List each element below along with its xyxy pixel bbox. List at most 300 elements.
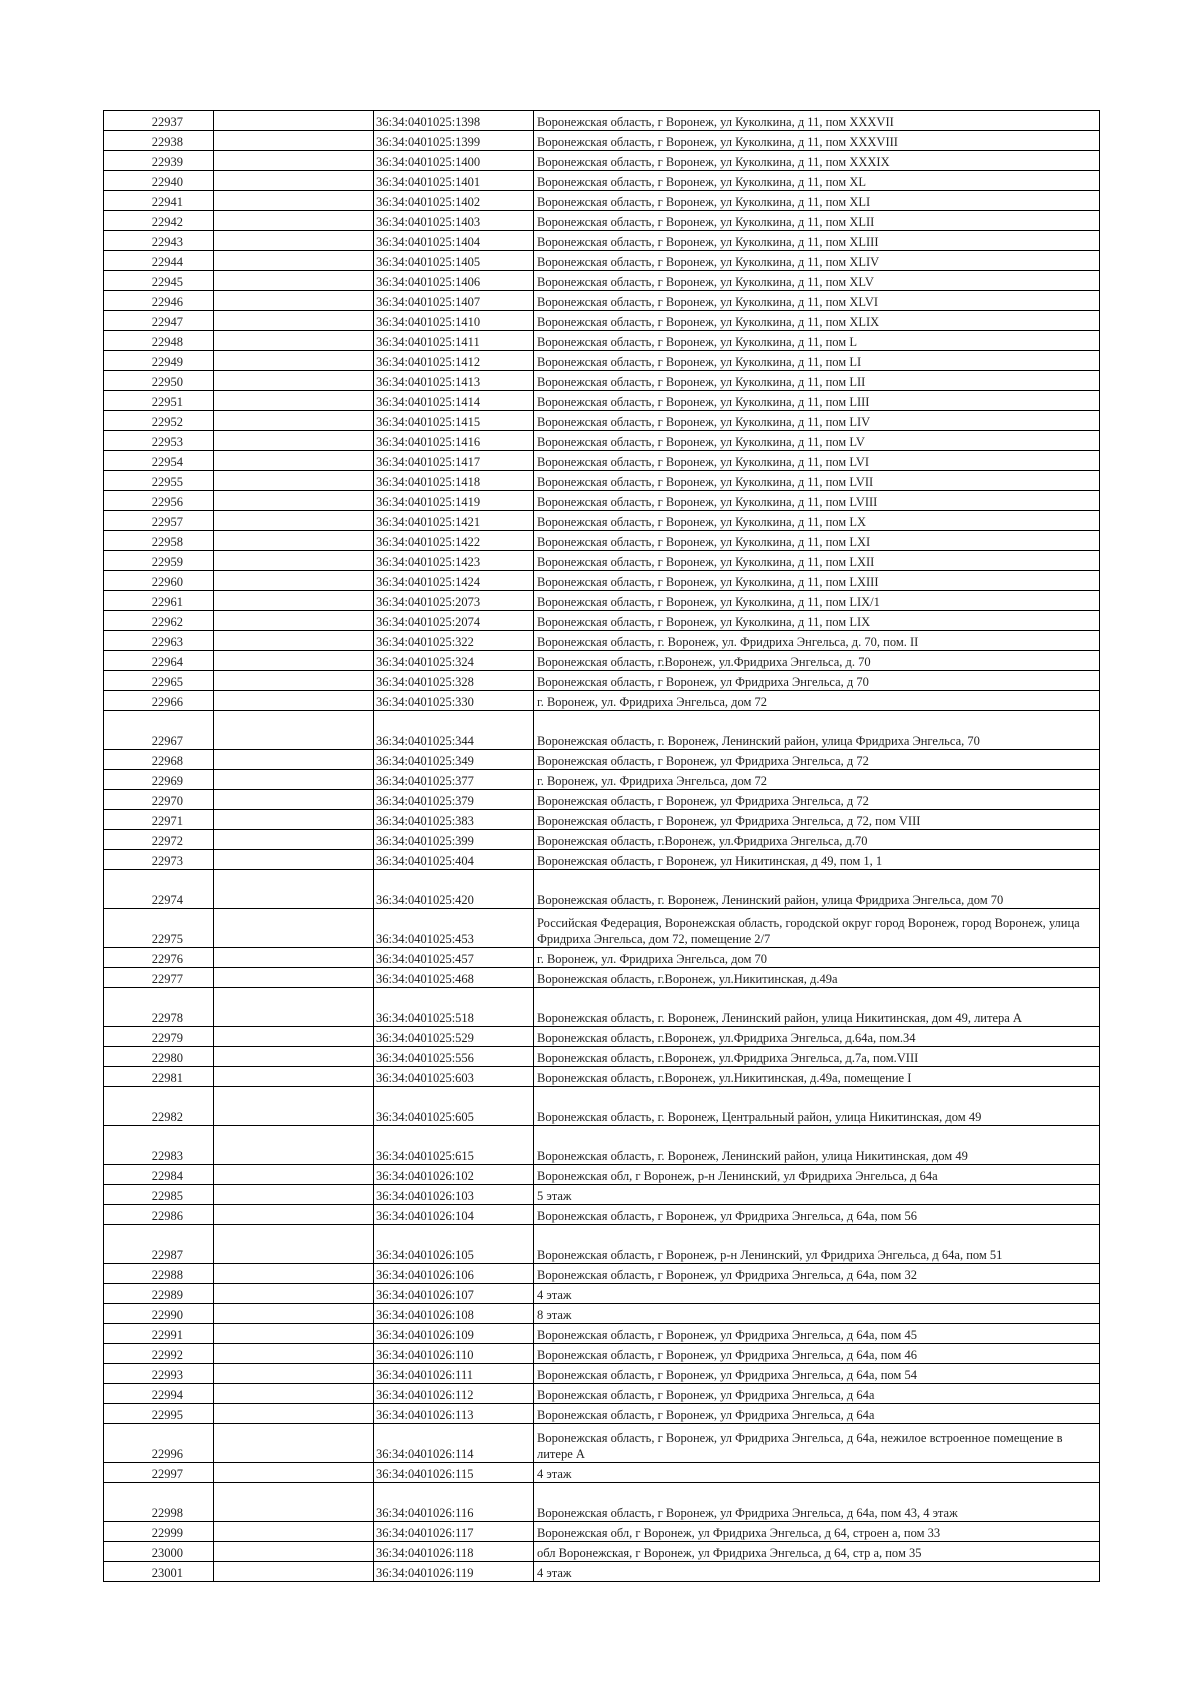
row-number-cell: 22941 (104, 191, 214, 211)
cadastral-number-cell: 36:34:0401025:1421 (374, 511, 534, 531)
row-number-cell: 23000 (104, 1542, 214, 1562)
address-cell: Воронежская область, г Воронеж, ул Куколкина, д 11, пом LIV (534, 411, 1100, 431)
table-row (104, 171, 1100, 191)
table-row (104, 1324, 1100, 1344)
table-row (104, 770, 1100, 790)
address-cell: Воронежская область, г Воронеж, ул Никитинская, д 49, пом 1, 1 (534, 850, 1100, 870)
empty-cell (214, 770, 374, 790)
address-cell: Воронежская область, г Воронеж, ул Куколкина, д 11, пом LIX (534, 611, 1100, 631)
empty-cell (214, 1165, 374, 1185)
row-number-cell: 22948 (104, 331, 214, 351)
cadastral-number-cell: 36:34:0401026:116 (374, 1483, 534, 1522)
empty-cell (214, 1364, 374, 1384)
empty-cell (214, 711, 374, 750)
empty-cell (214, 671, 374, 691)
row-number-cell: 22958 (104, 531, 214, 551)
address-cell: 4 этаж (534, 1284, 1100, 1304)
empty-cell (214, 151, 374, 171)
empty-cell (214, 331, 374, 351)
address-cell: 4 этаж (534, 1463, 1100, 1483)
address-cell: Воронежская область, г Воронеж, ул Куколкина, д 11, пом XLII (534, 211, 1100, 231)
cadastral-number-cell: 36:34:0401025:1411 (374, 331, 534, 351)
address-cell: Воронежская область, г.Воронеж, ул.Фридриха Энгельса, д.70 (534, 830, 1100, 850)
table-row (104, 271, 1100, 291)
address-cell: 5 этаж (534, 1185, 1100, 1205)
cadastral-number-cell: 36:34:0401025:556 (374, 1047, 534, 1067)
address-cell: Воронежская область, г Воронеж, ул Фридриха Энгельса, д 64а, пом 32 (534, 1264, 1100, 1284)
address-cell: Воронежская область, г.Воронеж, ул.Фридриха Энгельса, д.7а, пом.VIII (534, 1047, 1100, 1067)
table-row (104, 870, 1100, 909)
table-row (104, 371, 1100, 391)
address-cell: Воронежская область, г Воронеж, ул Фридриха Энгельса, д 72 (534, 790, 1100, 810)
row-number-cell: 22955 (104, 471, 214, 491)
cadastral-number-cell: 36:34:0401026:117 (374, 1522, 534, 1542)
table-row (104, 111, 1100, 131)
address-cell: Воронежская область, г Воронеж, ул Куколкина, д 11, пом XLV (534, 271, 1100, 291)
address-cell: Воронежская область, г. Воронеж, Ленинский район, улица Никитинская, дом 49 (534, 1126, 1100, 1165)
address-cell: Воронежская область, г. Воронеж, Ленинский район, улица Никитинская, дом 49, литера А (534, 988, 1100, 1027)
address-cell: Воронежская область, г Воронеж, ул Куколкина, д 11, пом LVI (534, 451, 1100, 471)
cadastral-number-cell: 36:34:0401025:605 (374, 1087, 534, 1126)
row-number-cell: 22960 (104, 571, 214, 591)
cadastral-register-table (103, 110, 1100, 1582)
address-cell: Воронежская область, г. Воронеж, Ленинский район, улица Фридриха Энгельса, дом 70 (534, 870, 1100, 909)
table-row (104, 1264, 1100, 1284)
address-cell: Воронежская область, г Воронеж, ул Фридриха Энгельса, д 64а (534, 1384, 1100, 1404)
table-row (104, 909, 1100, 948)
cadastral-number-cell: 36:34:0401025:1403 (374, 211, 534, 231)
row-number-cell: 22981 (104, 1067, 214, 1087)
cadastral-number-cell: 36:34:0401026:104 (374, 1205, 534, 1225)
empty-cell (214, 1463, 374, 1483)
cadastral-number-cell: 36:34:0401026:107 (374, 1284, 534, 1304)
cadastral-number-cell: 36:34:0401025:1415 (374, 411, 534, 431)
table-row (104, 131, 1100, 151)
address-cell: Воронежская область, г Воронеж, ул Фридриха Энгельса, д 70 (534, 671, 1100, 691)
address-cell: обл Воронежская, г Воронеж, ул Фридриха Энгельса, д 64, стр а, пом 35 (534, 1542, 1100, 1562)
address-cell: Воронежская область, г Воронеж, ул Куколкина, д 11, пом LXIII (534, 571, 1100, 591)
table-row (104, 631, 1100, 651)
row-number-cell: 22951 (104, 391, 214, 411)
table-row (104, 1483, 1100, 1522)
empty-cell (214, 211, 374, 231)
row-number-cell: 22940 (104, 171, 214, 191)
address-cell: Воронежская область, г. Воронеж, Ленинский район, улица Фридриха Энгельса, 70 (534, 711, 1100, 750)
row-number-cell: 22983 (104, 1126, 214, 1165)
row-number-cell: 22970 (104, 790, 214, 810)
empty-cell (214, 131, 374, 151)
address-cell: Воронежская область, г Воронеж, ул Куколкина, д 11, пом L (534, 331, 1100, 351)
empty-cell (214, 531, 374, 551)
table-row (104, 1562, 1100, 1582)
cadastral-number-cell: 36:34:0401025:1400 (374, 151, 534, 171)
row-number-cell: 22949 (104, 351, 214, 371)
cadastral-number-cell: 36:34:0401026:109 (374, 1324, 534, 1344)
address-cell: Российская Федерация, Воронежская область, городской округ город Воронеж, город Воронеж, улица Фридриха Энгельса, дом 72, помещение 2/7 (534, 909, 1100, 948)
table-row (104, 231, 1100, 251)
address-cell: Воронежская область, г Воронеж, ул Фридриха Энгельса, д 64а, пом 56 (534, 1205, 1100, 1225)
table-row (104, 948, 1100, 968)
empty-cell (214, 830, 374, 850)
table-row (104, 511, 1100, 531)
cadastral-number-cell: 36:34:0401025:349 (374, 750, 534, 770)
address-cell: Воронежская область, г Воронеж, ул Куколкина, д 11, пом LI (534, 351, 1100, 371)
empty-cell (214, 1284, 374, 1304)
cadastral-number-cell: 36:34:0401025:1413 (374, 371, 534, 391)
table-row (104, 750, 1100, 770)
address-cell: Воронежская обл, г Воронеж, р-н Ленинский, ул Фридриха Энгельса, д 64а (534, 1165, 1100, 1185)
table-row (104, 1542, 1100, 1562)
empty-cell (214, 1027, 374, 1047)
table-row (104, 1027, 1100, 1047)
empty-cell (214, 1483, 374, 1522)
empty-cell (214, 1562, 374, 1582)
address-cell: Воронежская область, г Воронеж, ул Куколкина, д 11, пом LXI (534, 531, 1100, 551)
row-number-cell: 22947 (104, 311, 214, 331)
table-row (104, 1424, 1100, 1463)
row-number-cell: 22997 (104, 1463, 214, 1483)
cadastral-number-cell: 36:34:0401025:1422 (374, 531, 534, 551)
row-number-cell: 22988 (104, 1264, 214, 1284)
row-number-cell: 22964 (104, 651, 214, 671)
table-row (104, 830, 1100, 850)
address-cell: Воронежская область, г Воронеж, ул Фридриха Энгельса, д 72 (534, 750, 1100, 770)
address-cell: Воронежская область, г Воронеж, ул Куколкина, д 11, пом XLIX (534, 311, 1100, 331)
empty-cell (214, 1424, 374, 1463)
address-cell: г. Воронеж, ул. Фридриха Энгельса, дом 72 (534, 770, 1100, 790)
address-cell: Воронежская область, г Воронеж, ул Фридриха Энгельса, д 64а, пом 54 (534, 1364, 1100, 1384)
empty-cell (214, 271, 374, 291)
empty-cell (214, 291, 374, 311)
row-number-cell: 22977 (104, 968, 214, 988)
cadastral-number-cell: 36:34:0401025:377 (374, 770, 534, 790)
table-row (104, 331, 1100, 351)
table-row (104, 191, 1100, 211)
row-number-cell: 22991 (104, 1324, 214, 1344)
table-row (104, 1205, 1100, 1225)
row-number-cell: 22953 (104, 431, 214, 451)
row-number-cell: 22963 (104, 631, 214, 651)
row-number-cell: 22952 (104, 411, 214, 431)
row-number-cell: 22968 (104, 750, 214, 770)
row-number-cell: 22984 (104, 1165, 214, 1185)
address-cell: Воронежская область, г.Воронеж, ул.Никитинская, д.49а (534, 968, 1100, 988)
empty-cell (214, 870, 374, 909)
empty-cell (214, 311, 374, 331)
empty-cell (214, 968, 374, 988)
empty-cell (214, 1384, 374, 1404)
address-cell: 8 этаж (534, 1304, 1100, 1324)
cadastral-number-cell: 36:34:0401025:322 (374, 631, 534, 651)
empty-cell (214, 431, 374, 451)
address-cell: Воронежская область, г. Воронеж, Центральный район, улица Никитинская, дом 49 (534, 1087, 1100, 1126)
table-row (104, 211, 1100, 231)
address-cell: Воронежская область, г Воронеж, ул Куколкина, д 11, пом XLVI (534, 291, 1100, 311)
address-cell: Воронежская область, г. Воронеж, ул. Фридриха Энгельса, д. 70, пом. II (534, 631, 1100, 651)
empty-cell (214, 850, 374, 870)
cadastral-number-cell: 36:34:0401026:119 (374, 1562, 534, 1582)
empty-cell (214, 909, 374, 948)
empty-cell (214, 511, 374, 531)
table-row (104, 968, 1100, 988)
cadastral-number-cell: 36:34:0401025:344 (374, 711, 534, 750)
empty-cell (214, 591, 374, 611)
empty-cell (214, 451, 374, 471)
empty-cell (214, 351, 374, 371)
cadastral-number-cell: 36:34:0401026:114 (374, 1424, 534, 1463)
cadastral-number-cell: 36:34:0401025:404 (374, 850, 534, 870)
row-number-cell: 22992 (104, 1344, 214, 1364)
row-number-cell: 22971 (104, 810, 214, 830)
row-number-cell: 22943 (104, 231, 214, 251)
table-row (104, 311, 1100, 331)
address-cell: Воронежская область, г Воронеж, ул Фридриха Энгельса, д 72, пом VIII (534, 810, 1100, 830)
row-number-cell: 22996 (104, 1424, 214, 1463)
row-number-cell: 22994 (104, 1384, 214, 1404)
table-row (104, 491, 1100, 511)
address-cell: Воронежская область, г Воронеж, ул Куколкина, д 11, пом XLIII (534, 231, 1100, 251)
row-number-cell: 22954 (104, 451, 214, 471)
address-cell: Воронежская область, г Воронеж, ул Куколкина, д 11, пом XXXIX (534, 151, 1100, 171)
empty-cell (214, 571, 374, 591)
cadastral-number-cell: 36:34:0401026:111 (374, 1364, 534, 1384)
cadastral-number-cell: 36:34:0401026:108 (374, 1304, 534, 1324)
empty-cell (214, 1324, 374, 1344)
row-number-cell: 22989 (104, 1284, 214, 1304)
address-cell: 4 этаж (534, 1562, 1100, 1582)
cadastral-number-cell: 36:34:0401025:1402 (374, 191, 534, 211)
address-cell: Воронежская область, г Воронеж, ул Куколкина, д 11, пом XXXVIII (534, 131, 1100, 151)
row-number-cell: 22993 (104, 1364, 214, 1384)
cadastral-number-cell: 36:34:0401025:529 (374, 1027, 534, 1047)
row-number-cell: 22965 (104, 671, 214, 691)
cadastral-number-cell: 36:34:0401025:1405 (374, 251, 534, 271)
table-row (104, 1344, 1100, 1364)
cadastral-number-cell: 36:34:0401025:468 (374, 968, 534, 988)
address-cell: Воронежская область, г Воронеж, р-н Ленинский, ул Фридриха Энгельса, д 64а, пом 51 (534, 1225, 1100, 1264)
table-row (104, 431, 1100, 451)
cadastral-number-cell: 36:34:0401025:1418 (374, 471, 534, 491)
row-number-cell: 22978 (104, 988, 214, 1027)
table-row (104, 810, 1100, 830)
empty-cell (214, 111, 374, 131)
cadastral-number-cell: 36:34:0401025:1398 (374, 111, 534, 131)
row-number-cell: 22982 (104, 1087, 214, 1126)
cadastral-number-cell: 36:34:0401025:1417 (374, 451, 534, 471)
table-row (104, 1126, 1100, 1165)
cadastral-number-cell: 36:34:0401025:603 (374, 1067, 534, 1087)
empty-cell (214, 1067, 374, 1087)
row-number-cell: 22973 (104, 850, 214, 870)
table-row (104, 1225, 1100, 1264)
row-number-cell: 22967 (104, 711, 214, 750)
cadastral-number-cell: 36:34:0401025:1406 (374, 271, 534, 291)
address-cell: Воронежская область, г Воронеж, ул Куколкина, д 11, пом LII (534, 371, 1100, 391)
row-number-cell: 22999 (104, 1522, 214, 1542)
table-row (104, 988, 1100, 1027)
cadastral-number-cell: 36:34:0401026:103 (374, 1185, 534, 1205)
row-number-cell: 22950 (104, 371, 214, 391)
row-number-cell: 22987 (104, 1225, 214, 1264)
empty-cell (214, 251, 374, 271)
table-row (104, 1304, 1100, 1324)
address-cell: Воронежская область, г Воронеж, ул Фридриха Энгельса, д 64а, пом 45 (534, 1324, 1100, 1344)
cadastral-number-cell: 36:34:0401025:1412 (374, 351, 534, 371)
table-row (104, 591, 1100, 611)
empty-cell (214, 1264, 374, 1284)
empty-cell (214, 790, 374, 810)
table-row (104, 691, 1100, 711)
table-row (104, 151, 1100, 171)
cadastral-number-cell: 36:34:0401025:1423 (374, 551, 534, 571)
cadastral-number-cell: 36:34:0401026:118 (374, 1542, 534, 1562)
address-cell: Воронежская область, г Воронеж, ул Куколкина, д 11, пом XLIV (534, 251, 1100, 271)
empty-cell (214, 810, 374, 830)
empty-cell (214, 191, 374, 211)
address-cell: Воронежская область, г Воронеж, ул Куколкина, д 11, пом XLI (534, 191, 1100, 211)
row-number-cell: 22942 (104, 211, 214, 231)
cadastral-number-cell: 36:34:0401025:399 (374, 830, 534, 850)
empty-cell (214, 1185, 374, 1205)
cadastral-number-cell: 36:34:0401026:112 (374, 1384, 534, 1404)
address-cell: Воронежская область, г Воронеж, ул Фридриха Энгельса, д 64а, пом 46 (534, 1344, 1100, 1364)
row-number-cell: 22975 (104, 909, 214, 948)
cadastral-number-cell: 36:34:0401025:420 (374, 870, 534, 909)
row-number-cell: 22972 (104, 830, 214, 850)
empty-cell (214, 651, 374, 671)
table-row (104, 251, 1100, 271)
table-row (104, 1364, 1100, 1384)
empty-cell (214, 1404, 374, 1424)
empty-cell (214, 551, 374, 571)
address-cell: Воронежская область, г.Воронеж, ул.Фридриха Энгельса, д.64а, пом.34 (534, 1027, 1100, 1047)
table-row (104, 1165, 1100, 1185)
address-cell: Воронежская область, г.Воронеж, ул.Фридриха Энгельса, д. 70 (534, 651, 1100, 671)
table-row (104, 351, 1100, 371)
empty-cell (214, 1344, 374, 1364)
cadastral-number-cell: 36:34:0401025:1414 (374, 391, 534, 411)
row-number-cell: 22957 (104, 511, 214, 531)
address-cell: Воронежская область, г Воронеж, ул Куколкина, д 11, пом XL (534, 171, 1100, 191)
empty-cell (214, 491, 374, 511)
empty-cell (214, 371, 374, 391)
cadastral-number-cell: 36:34:0401025:328 (374, 671, 534, 691)
table-row (104, 531, 1100, 551)
address-cell: Воронежская область, г.Воронеж, ул.Никитинская, д.49а, помещение I (534, 1067, 1100, 1087)
address-cell: Воронежская область, г Воронеж, ул Куколкина, д 11, пом LV (534, 431, 1100, 451)
empty-cell (214, 1304, 374, 1324)
cadastral-number-cell: 36:34:0401025:1416 (374, 431, 534, 451)
cadastral-number-cell: 36:34:0401026:105 (374, 1225, 534, 1264)
table-row (104, 291, 1100, 311)
empty-cell (214, 391, 374, 411)
row-number-cell: 22969 (104, 770, 214, 790)
table-row (104, 411, 1100, 431)
table-row (104, 1087, 1100, 1126)
cadastral-number-cell: 36:34:0401025:1401 (374, 171, 534, 191)
row-number-cell: 22945 (104, 271, 214, 291)
address-cell: г. Воронеж, ул. Фридриха Энгельса, дом 70 (534, 948, 1100, 968)
empty-cell (214, 1225, 374, 1264)
table-row (104, 671, 1100, 691)
table-row (104, 471, 1100, 491)
row-number-cell: 22961 (104, 591, 214, 611)
cadastral-number-cell: 36:34:0401025:1419 (374, 491, 534, 511)
cadastral-number-cell: 36:34:0401025:324 (374, 651, 534, 671)
cadastral-number-cell: 36:34:0401026:113 (374, 1404, 534, 1424)
table-row (104, 1047, 1100, 1067)
table-row (104, 1067, 1100, 1087)
cadastral-number-cell: 36:34:0401025:1407 (374, 291, 534, 311)
empty-cell (214, 1126, 374, 1165)
address-cell: Воронежская обл, г Воронеж, ул Фридриха Энгельса, д 64, строен а, пом 33 (534, 1522, 1100, 1542)
cadastral-number-cell: 36:34:0401025:518 (374, 988, 534, 1027)
row-number-cell: 22974 (104, 870, 214, 909)
row-number-cell: 22976 (104, 948, 214, 968)
cadastral-number-cell: 36:34:0401025:457 (374, 948, 534, 968)
cadastral-number-cell: 36:34:0401025:379 (374, 790, 534, 810)
empty-cell (214, 411, 374, 431)
empty-cell (214, 1087, 374, 1126)
address-cell: Воронежская область, г Воронеж, ул Фридриха Энгельса, д 64а, нежилое встроенное помещение в литере А (534, 1424, 1100, 1463)
address-cell: Воронежская область, г Воронеж, ул Куколкина, д 11, пом LIX/1 (534, 591, 1100, 611)
table-body (104, 111, 1100, 1582)
row-number-cell: 22966 (104, 691, 214, 711)
row-number-cell: 22937 (104, 111, 214, 131)
empty-cell (214, 750, 374, 770)
table-row (104, 1384, 1100, 1404)
address-cell: Воронежская область, г Воронеж, ул Куколкина, д 11, пом LVII (534, 471, 1100, 491)
empty-cell (214, 611, 374, 631)
address-cell: Воронежская область, г Воронеж, ул Фридриха Энгельса, д 64а, пом 43, 4 этаж (534, 1483, 1100, 1522)
cadastral-number-cell: 36:34:0401025:1424 (374, 571, 534, 591)
address-cell: Воронежская область, г Воронеж, ул Куколкина, д 11, пом LX (534, 511, 1100, 531)
row-number-cell: 23001 (104, 1562, 214, 1582)
row-number-cell: 22990 (104, 1304, 214, 1324)
empty-cell (214, 1522, 374, 1542)
table-row (104, 571, 1100, 591)
cadastral-number-cell: 36:34:0401026:106 (374, 1264, 534, 1284)
empty-cell (214, 1205, 374, 1225)
empty-cell (214, 231, 374, 251)
address-cell: Воронежская область, г Воронеж, ул Куколкина, д 11, пом XXXVII (534, 111, 1100, 131)
address-cell: Воронежская область, г Воронеж, ул Куколкина, д 11, пом LXII (534, 551, 1100, 571)
table-row (104, 551, 1100, 571)
cadastral-number-cell: 36:34:0401025:1399 (374, 131, 534, 151)
row-number-cell: 22962 (104, 611, 214, 631)
cadastral-number-cell: 36:34:0401025:1410 (374, 311, 534, 331)
table-row (104, 651, 1100, 671)
address-cell: г. Воронеж, ул. Фридриха Энгельса, дом 72 (534, 691, 1100, 711)
cadastral-number-cell: 36:34:0401025:1404 (374, 231, 534, 251)
table-row (104, 790, 1100, 810)
cadastral-number-cell: 36:34:0401025:615 (374, 1126, 534, 1165)
address-cell: Воронежская область, г Воронеж, ул Куколкина, д 11, пом LVIII (534, 491, 1100, 511)
row-number-cell: 22998 (104, 1483, 214, 1522)
table-row (104, 1522, 1100, 1542)
empty-cell (214, 691, 374, 711)
table-row (104, 451, 1100, 471)
table-row (104, 391, 1100, 411)
cadastral-number-cell: 36:34:0401026:115 (374, 1463, 534, 1483)
row-number-cell: 22985 (104, 1185, 214, 1205)
address-cell: Воронежская область, г Воронеж, ул Куколкина, д 11, пом LIII (534, 391, 1100, 411)
empty-cell (214, 1542, 374, 1562)
empty-cell (214, 988, 374, 1027)
row-number-cell: 22979 (104, 1027, 214, 1047)
row-number-cell: 22944 (104, 251, 214, 271)
cadastral-number-cell: 36:34:0401025:2073 (374, 591, 534, 611)
